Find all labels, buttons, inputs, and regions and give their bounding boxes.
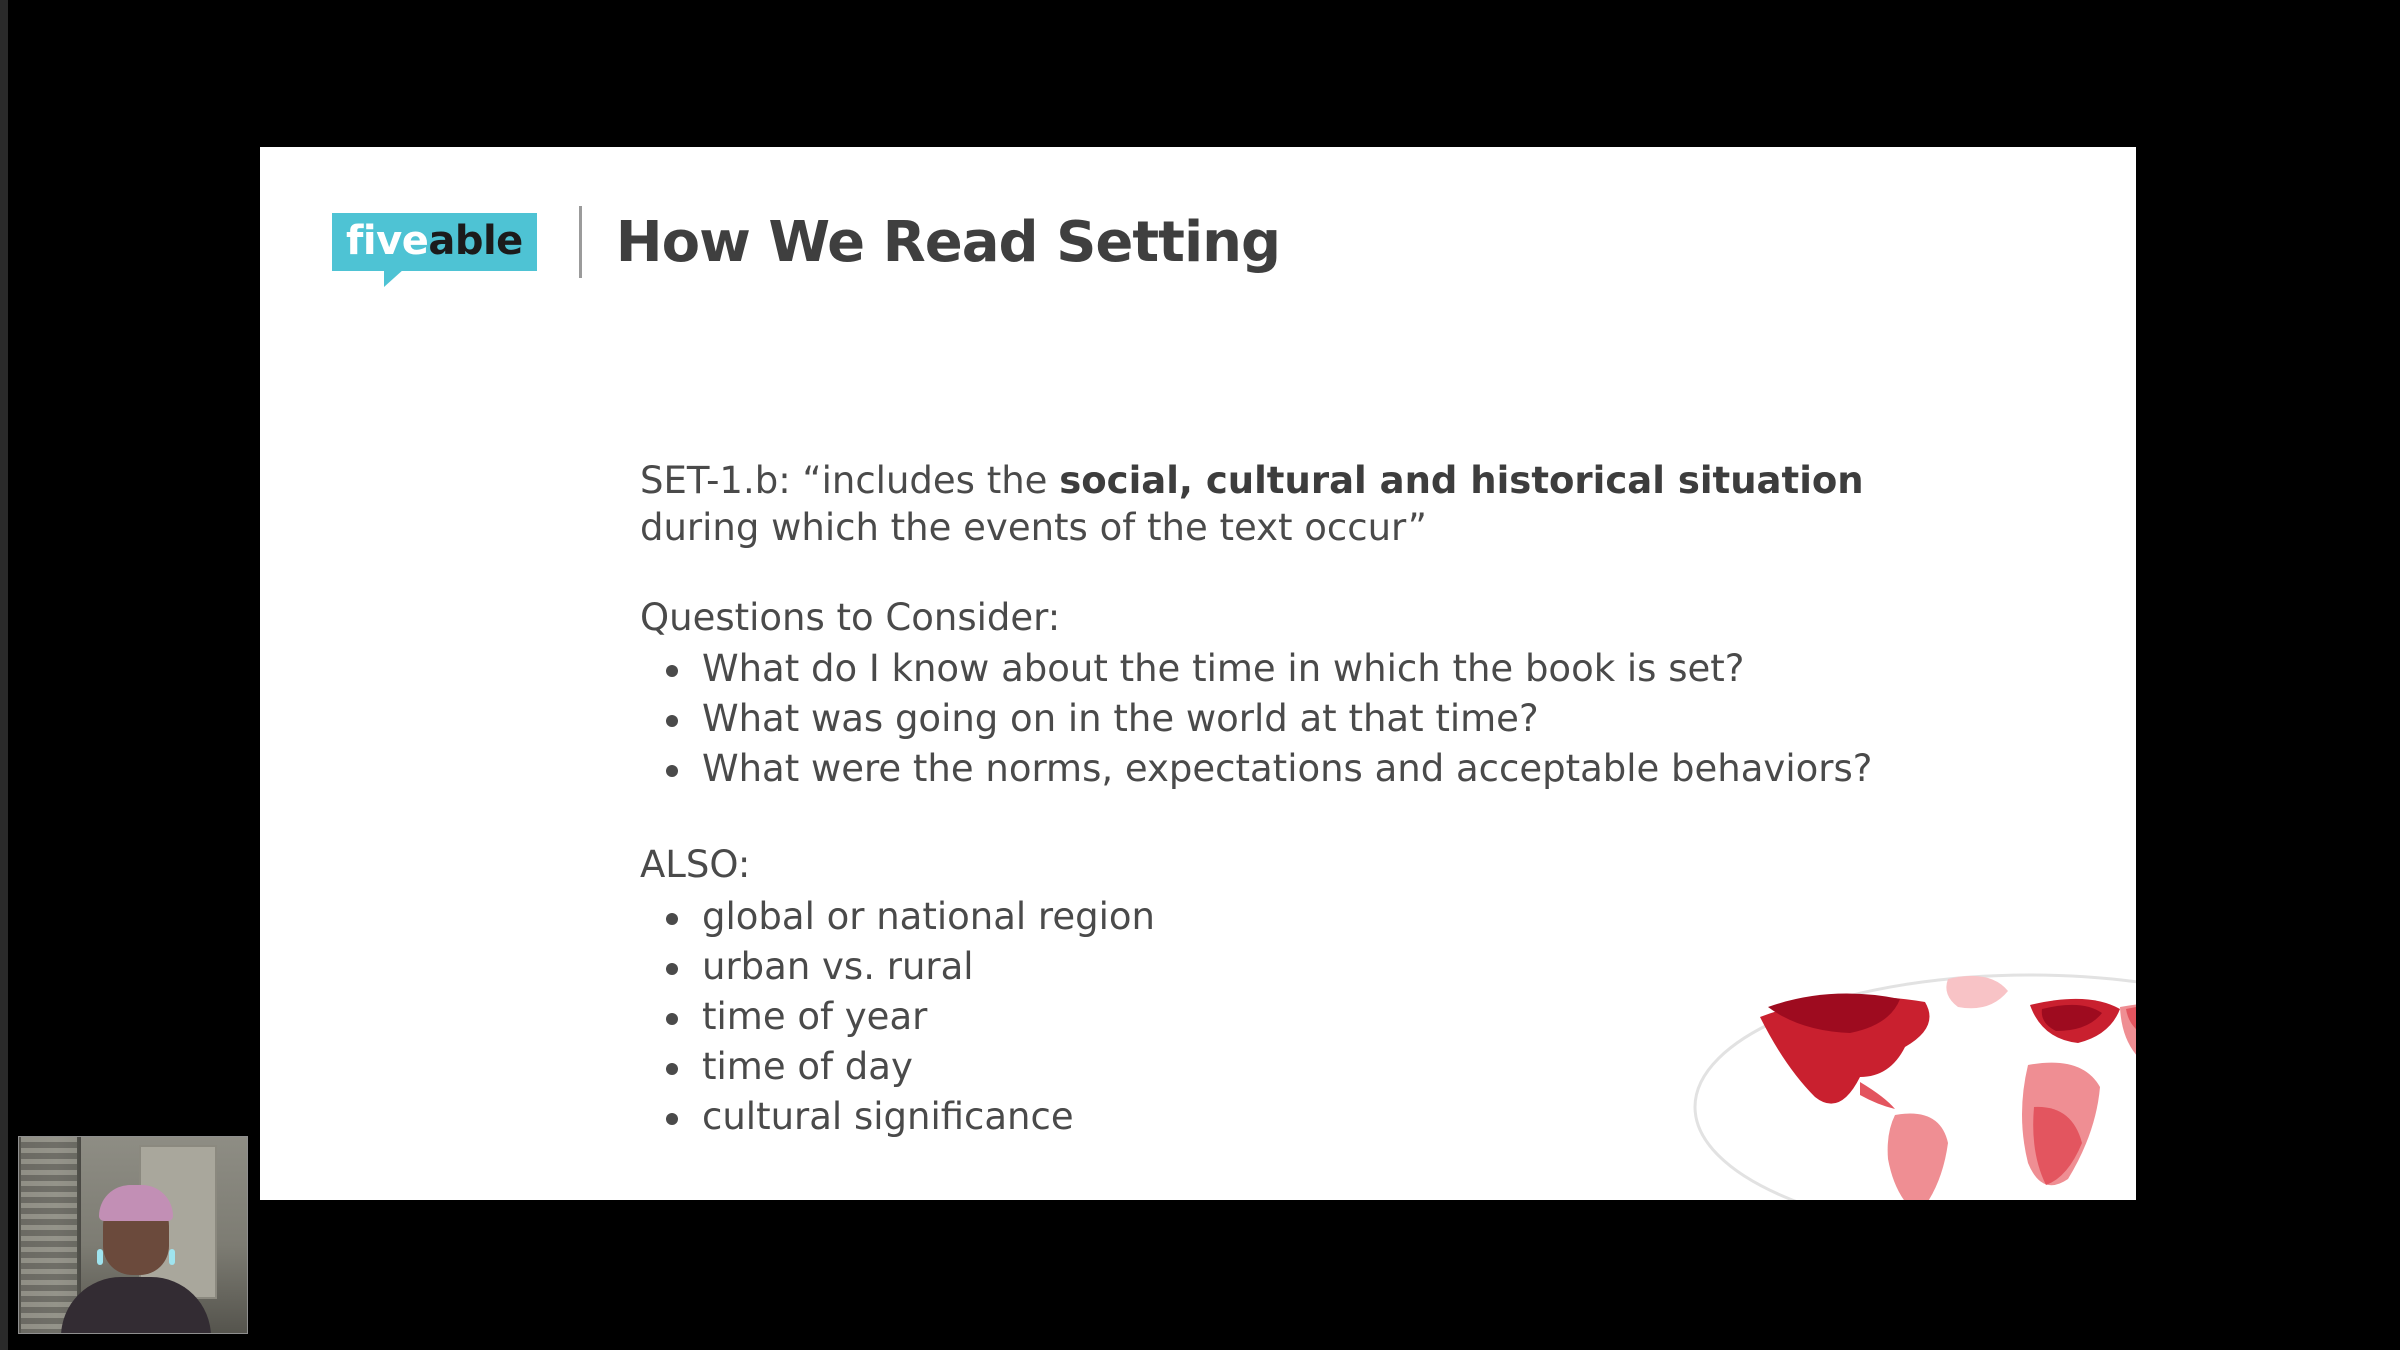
list-item: urban vs. rural xyxy=(640,943,2100,991)
webcam-window-blinds xyxy=(21,1137,77,1333)
slide-title: How We Read Setting xyxy=(615,209,1281,275)
logo-text-five: five xyxy=(346,218,429,264)
body-spacer-2 xyxy=(640,795,2100,841)
webcam-person-earring-left xyxy=(97,1249,103,1265)
slide-header xyxy=(332,199,1280,285)
world-map-graphic xyxy=(1690,947,2136,1200)
webcam-person-earring-right xyxy=(169,1249,175,1265)
standard-statement-line2: during which the events of the text occur” xyxy=(640,506,1427,550)
body-spacer-1 xyxy=(640,552,2100,594)
presenter-webcam-thumbnail[interactable] xyxy=(18,1136,248,1334)
header-divider xyxy=(579,206,582,278)
standard-statement-bold: social, cultural and historical situation xyxy=(1059,459,1864,502)
list-item: What were the norms, expectations and acceptable behaviors? xyxy=(640,745,2100,793)
questions-list xyxy=(640,645,2100,793)
list-item: time of day xyxy=(640,1043,2100,1091)
standard-statement xyxy=(640,457,2100,504)
fiveable-logo xyxy=(332,213,537,271)
list-item: time of year xyxy=(640,993,2100,1041)
questions-heading: Questions to Consider: xyxy=(640,595,1061,639)
screen-left-edge xyxy=(0,0,8,1350)
logo-text-able: able xyxy=(428,218,523,264)
list-item: cultural significance xyxy=(640,1093,2100,1141)
also-heading: ALSO: xyxy=(640,843,751,887)
presentation-slide xyxy=(260,147,2136,1200)
list-item: global or national region xyxy=(640,893,2100,941)
list-item: What was going on in the world at that time? xyxy=(640,695,2100,743)
standard-statement-prefix: SET-1.b: “includes the xyxy=(640,459,1060,502)
list-item: What do I know about the time in which the book is set? xyxy=(640,645,2100,693)
